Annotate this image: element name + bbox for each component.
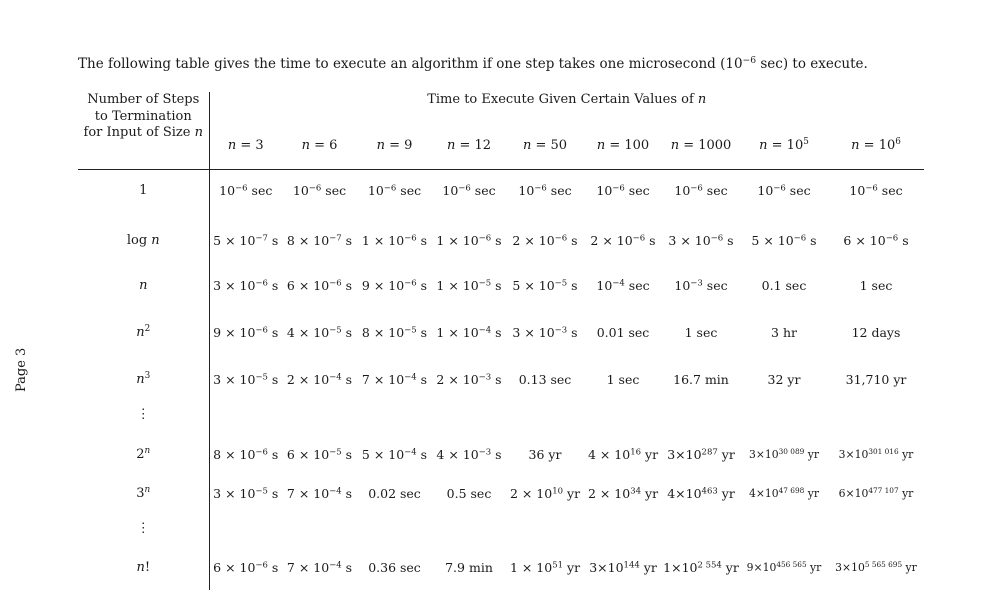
table-cell: $4 \times 10^{16}$ yr: [587, 447, 659, 462]
table-cell: $1 \times 10^{-5}$ s: [436, 278, 502, 293]
column-header: n = 100: [596, 137, 650, 153]
table-cell: $2 \times 10^{-6}$ s: [512, 233, 578, 248]
table-cell: $6\times 10^{477 107}$ yr: [838, 485, 914, 500]
table-row: [78, 270, 924, 302]
table-cell: 12 days: [851, 325, 901, 340]
table-row: [78, 396, 924, 434]
row-label: 2$^n$: [78, 434, 209, 476]
row-label: n: [78, 270, 209, 302]
table-cell: [209, 512, 282, 546]
table-cell: [828, 512, 924, 546]
table-cell: $4 \times 10^{-5}$ s: [286, 325, 353, 340]
table-cell: [662, 396, 740, 434]
table-cell: 1 sec: [684, 325, 718, 340]
table-cell: $5 \times 10^{-5}$ s: [512, 278, 578, 293]
table-cell: [506, 396, 584, 434]
table-cell: [357, 396, 432, 434]
row-label: $n^2$: [78, 302, 209, 364]
row-label: log n: [78, 212, 209, 270]
row-label: 3$^n$: [78, 476, 209, 512]
table-cell: $4 \times 10^{-3}$ s: [436, 447, 502, 462]
table-cell: 1 sec: [859, 278, 893, 293]
table-cell: [506, 512, 584, 546]
table-cell: 3 hr: [771, 325, 797, 340]
table-cell: 1 sec: [606, 372, 640, 387]
table-cell: $10^{-6}$ sec: [849, 183, 903, 199]
table-row: [78, 512, 924, 546]
table-cell: $4\times 10^{463}$ yr: [667, 486, 735, 501]
column-header: n = 9: [376, 137, 413, 153]
column-header: n = 3: [227, 137, 264, 153]
table-cell: [584, 396, 662, 434]
table-row: [78, 170, 924, 212]
column-header: $n = 10^5$: [759, 136, 809, 153]
table-cell: $10^{-4}$ sec: [596, 278, 650, 293]
execution-time-table: [78, 92, 924, 590]
table-cell: [432, 512, 506, 546]
table-body: [78, 170, 924, 590]
table-row: [78, 302, 924, 364]
table-cell: $7 \times 10^{-4}$ s: [361, 372, 428, 387]
table-cell: $5 \times 10^{-6}$ s: [751, 233, 817, 248]
table-cell: $3 \times 10^{-5}$ s: [213, 372, 279, 387]
table-cell: $3 \times 10^{-6}$ s: [668, 233, 734, 248]
table-cell: $10^{-6}$ sec: [596, 183, 650, 199]
table-row: [78, 364, 924, 396]
table-cell: $5 \times 10^{-4}$ s: [361, 447, 428, 462]
table-cell: $9\times 10^{456 565}$ yr: [746, 559, 822, 574]
table-cell: $10^{-6}$ sec: [219, 183, 273, 199]
table-cell: [209, 396, 282, 434]
row-label: $n^3$: [78, 364, 209, 396]
table-cell: $9 \times 10^{-6}$ s: [361, 278, 428, 293]
table-cell: $1 \times 10^{-6}$ s: [436, 233, 502, 248]
table-cell: $6 \times 10^{-6}$ s: [213, 560, 279, 575]
table-cell: $10^{-6}$ sec: [674, 183, 728, 199]
table-cell: [740, 396, 828, 434]
table-cell: $3\times 10^{5 565 695}$ yr: [835, 559, 917, 574]
table-cell: 0.5 sec: [446, 486, 492, 501]
table-row: [78, 546, 924, 590]
table-cell: $3\times 10^{287}$ yr: [667, 447, 735, 462]
table-cell: $6 \times 10^{-6}$ s: [843, 233, 909, 248]
table-cell: [357, 512, 432, 546]
table-cell: [282, 396, 357, 434]
table-cell: 0.1 sec: [761, 278, 807, 293]
table-row: [78, 434, 924, 476]
table-cell: $1 \times 10^{-6}$ s: [361, 233, 428, 248]
table-cell: $8 \times 10^{-7}$ s: [286, 233, 353, 248]
table-cell: 0.36 sec: [368, 560, 421, 575]
table-cell: 16.7 min: [673, 372, 729, 387]
table-cell: 0.01 sec: [596, 325, 650, 340]
table-cell: 32 yr: [767, 372, 801, 387]
table-cell: $2 \times 10^{34}$ yr: [587, 486, 659, 501]
table-cell: $2 \times 10^{10}$ yr: [509, 486, 581, 501]
group-header: Time to Execute Given Certain Values of n: [427, 92, 707, 107]
column-header: n = 1000: [670, 137, 732, 153]
page-number-label: Page 3: [14, 347, 29, 393]
table-cell: 0.02 sec: [368, 486, 421, 501]
column-header: $n = 10^6$: [851, 136, 901, 153]
table-cell: [282, 512, 357, 546]
table-header-row-group: [78, 92, 924, 107]
table-cell: $6 \times 10^{-6}$ s: [286, 278, 353, 293]
column-header: n = 6: [301, 137, 338, 153]
table-cell: $3\times 10^{30 089}$ yr: [748, 446, 819, 461]
table-cell: $7 \times 10^{-4}$ s: [286, 560, 353, 575]
table-cell: $9 \times 10^{-6}$ s: [213, 325, 279, 340]
table-cell: 7.9 min: [445, 560, 493, 575]
intro-text: The following table gives the time to execute an algorithm if one step takes one microsecond ($10^{-6}$ sec) to execute.: [78, 54, 868, 72]
table-cell: $7 \times 10^{-4}$ s: [286, 486, 353, 501]
row-label: ⋮: [78, 512, 209, 546]
table-cell: 31,710 yr: [845, 372, 907, 387]
table-cell: $10^{-6}$ sec: [757, 183, 811, 199]
row-label: 1: [78, 170, 209, 212]
table-cell: $10^{-6}$ sec: [367, 183, 422, 199]
table-cell: $3\times 10^{301 016}$ yr: [838, 446, 914, 461]
table-cell: $10^{-6}$ sec: [292, 183, 347, 199]
row-label: ⋮: [78, 396, 209, 434]
table-cell: $6 \times 10^{-5}$ s: [286, 447, 353, 462]
row-label: n!: [78, 546, 209, 590]
table-cell: $3 \times 10^{-6}$ s: [213, 278, 279, 293]
table-cell: [828, 396, 924, 434]
table-cell: $3 \times 10^{-3}$ s: [512, 325, 578, 340]
table-cell: $4\times 10^{47 698}$ yr: [748, 485, 819, 500]
table-cell: $1 \times 10^{51}$ yr: [509, 560, 581, 575]
row-header-title: Number of Steps to Termination for Input of Size n: [78, 92, 209, 170]
table-cell: $10^{-6}$ sec: [442, 183, 496, 199]
table-cell: [584, 512, 662, 546]
table-row: [78, 212, 924, 270]
table-cell: $8 \times 10^{-5}$ s: [361, 325, 428, 340]
table-cell: [662, 512, 740, 546]
table-cell: $8 \times 10^{-6}$ s: [213, 447, 279, 462]
table-row: [78, 476, 924, 512]
table-cell: $1\times 10^{2 554}$ yr: [663, 560, 739, 575]
column-header: n = 50: [522, 137, 568, 153]
table-cell: $10^{-3}$ sec: [674, 278, 728, 293]
table-cell: [432, 396, 506, 434]
table-cell: $3 \times 10^{-5}$ s: [213, 486, 279, 501]
table-cell: $1 \times 10^{-4}$ s: [436, 325, 502, 340]
table-cell: $3\times 10^{144}$ yr: [589, 560, 657, 575]
column-header: n = 12: [446, 137, 492, 153]
table-cell: $5 \times 10^{-7}$ s: [213, 233, 279, 248]
table-cell: $2 \times 10^{-6}$ s: [590, 233, 656, 248]
table-cell: 0.13 sec: [518, 372, 572, 387]
table-cell: [740, 512, 828, 546]
table-cell: $10^{-6}$ sec: [518, 183, 572, 199]
table-cell: $2 \times 10^{-3}$ s: [436, 372, 502, 387]
table-cell: 36 yr: [528, 447, 562, 462]
table-cell: $2 \times 10^{-4}$ s: [286, 372, 353, 387]
